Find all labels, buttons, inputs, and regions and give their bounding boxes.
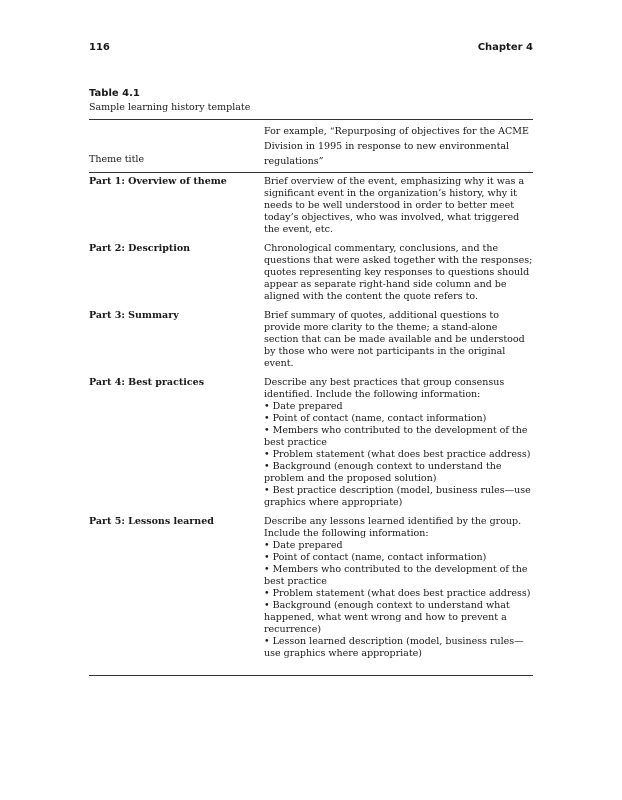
row-description <box>264 310 533 370</box>
bullet-item: • Point of contact (name, contact information) <box>264 552 533 564</box>
bullet-item: • Point of contact (name, contact information) <box>264 413 533 425</box>
bullet-item: • Date prepared <box>264 401 533 413</box>
bullet-item: • Members who contributed to the development of the best practice <box>264 425 533 449</box>
table-title: Sample learning history template <box>89 102 251 113</box>
table-header-row <box>89 124 533 170</box>
bullet-item: • Background (enough context to understand the problem and the proposed solution) <box>264 461 533 485</box>
row-description <box>264 516 533 660</box>
row-description <box>264 243 533 303</box>
chapter-title: Chapter 4 <box>477 42 533 53</box>
table-row <box>89 243 533 303</box>
row-label: Part 2: Description <box>89 243 191 254</box>
row-label: Part 4: Best practices <box>89 377 205 388</box>
row-label: Part 3: Summary <box>89 310 179 321</box>
bullet-item: • Date prepared <box>264 540 533 552</box>
row-label: Part 5: Lessons learned <box>89 516 214 527</box>
bullet-item: • Background (enough context to understand what happened, what went wrong and how to prevent a recurrence) <box>264 600 533 636</box>
table-row <box>89 377 533 509</box>
bullet-item: • Best practice description (model, business rules—use graphics where appropriate) <box>264 485 533 509</box>
table-row <box>89 516 533 660</box>
table-body <box>89 176 533 667</box>
bullet-item: • Problem statement (what does best practice address) <box>264 449 533 461</box>
row-text: Describe any lessons learned identified by the group. Include the following information: <box>264 516 522 539</box>
row-description <box>264 377 533 509</box>
header-example: For example, “Repurposing of objectives for the ACME Division in 1995 in response to new environmental regulations” <box>264 126 529 167</box>
table-row <box>89 310 533 370</box>
table-bottom-rule <box>89 675 533 676</box>
page-header <box>89 42 533 53</box>
bullet-item: • Members who contributed to the development of the best practice <box>264 564 533 588</box>
row-text: Chronological commentary, conclusions, and the questions that were asked together with the responses; quotes representing key responses to questions should appear as separate right-hand side column and be aligned with the content the quote refers to. <box>264 243 533 302</box>
table-label: Table 4.1 <box>89 88 140 99</box>
bullet-item: • Problem statement (what does best practice address) <box>264 588 533 600</box>
header-theme-title: Theme title <box>89 154 145 165</box>
table-top-rule <box>89 119 533 120</box>
page-number: 116 <box>89 42 110 53</box>
row-text: Brief summary of quotes, additional questions to provide more clarity to the theme; a stand-alone section that can be made available and be understood by those who were not participants in the original event. <box>264 310 525 369</box>
table-caption <box>89 88 533 113</box>
row-description <box>264 176 533 236</box>
row-text: Describe any best practices that group consensus identified. Include the following information: <box>264 377 505 400</box>
table-row <box>89 176 533 236</box>
table-header-rule <box>89 172 533 173</box>
row-label: Part 1: Overview of theme <box>89 176 227 187</box>
row-text: Brief overview of the event, emphasizing why it was a significant event in the organization’s history, why it needs to be well understood in order to better meet today’s objectives, who was involved, what triggered the event, etc. <box>264 176 525 235</box>
bullet-item: • Lesson learned description (model, business rules—use graphics where appropriate) <box>264 636 533 660</box>
